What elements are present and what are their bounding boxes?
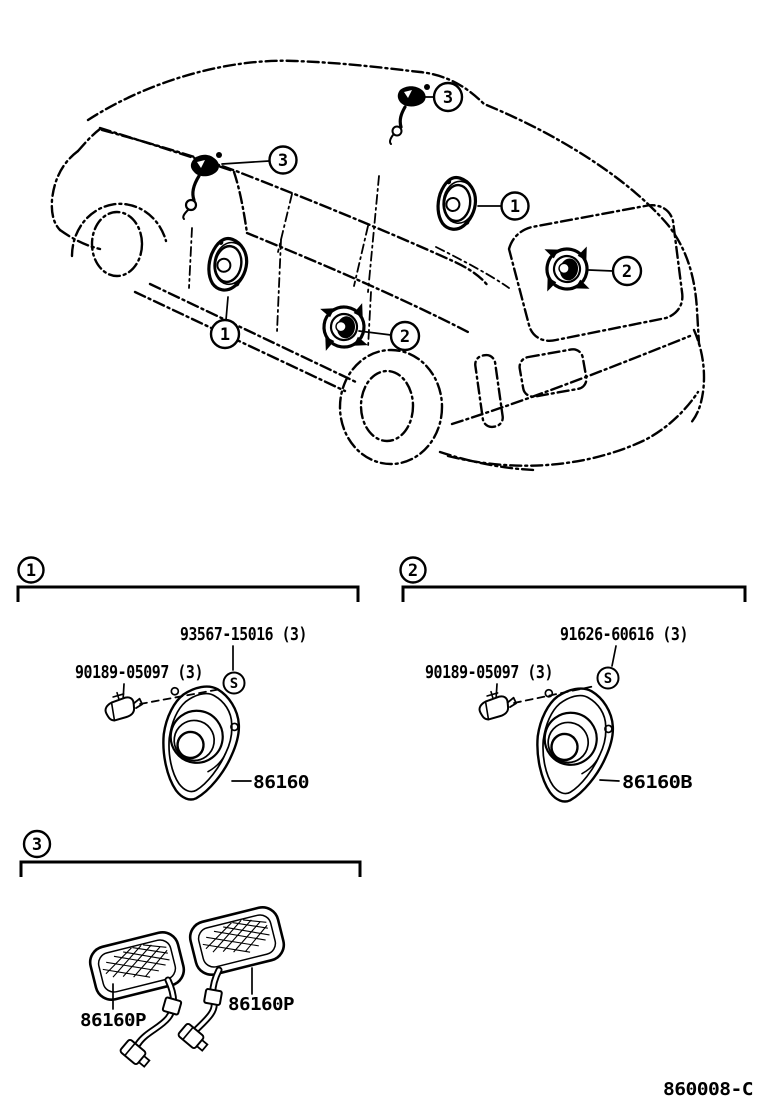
section-2-bracket <box>403 587 745 602</box>
speaker-assembly-drawing <box>529 683 618 807</box>
part-number-tweeter-right: 86160P <box>228 994 295 1015</box>
substitution-symbol <box>224 673 245 694</box>
car-rocker-line-2 <box>150 284 358 383</box>
speaker-front-right <box>435 176 478 232</box>
section-1-bracket <box>18 587 358 602</box>
callout-label: 2 <box>621 262 633 282</box>
car-door-line-mid <box>277 240 281 332</box>
leader-speaker-front-left <box>226 297 228 320</box>
speaker-rear-door-left <box>314 297 373 356</box>
callout-1-front-right <box>502 193 529 220</box>
section-1-number: 1 <box>25 561 37 581</box>
section-2 <box>401 558 746 807</box>
car-far-pillar <box>368 176 379 292</box>
section-3-header <box>24 831 50 857</box>
tweeter-pad-right <box>177 904 294 1054</box>
callout-3-roof-right <box>434 83 462 111</box>
car-rocker-line-1 <box>135 292 345 391</box>
substitution-symbol <box>598 668 619 689</box>
section-3-number: 3 <box>31 835 43 855</box>
callout-label: 1 <box>509 197 521 217</box>
part-number-screw: 90189-05097 (3) <box>75 662 203 683</box>
callout-label: 1 <box>219 325 231 345</box>
leader-tweeter-left <box>222 161 269 164</box>
drawing-code: 860008-C <box>663 1079 753 1100</box>
callout-2-rear-left <box>391 322 419 350</box>
leader-nut <box>612 646 616 666</box>
car-bumper-bottom <box>448 392 698 466</box>
speaker-rear-quarter-right <box>536 238 598 300</box>
section-1 <box>18 558 358 805</box>
tweeter-pad-left <box>80 929 187 1070</box>
car-front-corner <box>52 151 78 230</box>
car-tail-trim <box>474 354 504 428</box>
part-number-screw: 90189-05097 (3) <box>425 662 553 683</box>
car-front-fender-top <box>78 129 100 151</box>
part-number-nut: 93567-15016 (3) <box>180 624 307 645</box>
tweeter-right <box>390 84 430 144</box>
part-number-speaker: 86160B <box>622 772 693 793</box>
tweeter-left <box>183 152 222 219</box>
car-liftgate-handle <box>518 348 588 399</box>
callout-label: 3 <box>277 151 289 171</box>
car-rear-wheel <box>361 371 413 441</box>
car-door-line-front <box>189 228 192 288</box>
car-rear-lower-body <box>440 452 535 470</box>
section-2-number: 2 <box>407 561 419 581</box>
section-1-header <box>19 558 44 583</box>
vehicle-diagram <box>52 61 704 470</box>
callout-1-front-left <box>211 320 239 348</box>
speaker-front-left <box>205 236 250 293</box>
car-roofline <box>88 61 699 344</box>
connector-left <box>119 1039 151 1070</box>
car-rear-quarter-window <box>509 205 682 341</box>
leader-speaker-rear-right <box>589 270 613 271</box>
leader-main-part <box>600 780 619 781</box>
callout-3-pillar-left <box>270 147 297 174</box>
callout-2-rear-right <box>613 257 641 285</box>
car-rear-wheel-arch <box>340 350 442 464</box>
car-front-wheel <box>92 212 142 276</box>
car-rear-corner <box>690 330 704 424</box>
connector-right <box>177 1023 209 1054</box>
car-a-pillar <box>234 172 247 233</box>
car-c-pillar <box>354 226 368 286</box>
car-far-beltline <box>436 247 509 288</box>
callout-label: 2 <box>399 327 411 347</box>
section-3 <box>21 831 360 1070</box>
substitution-letter: S <box>229 676 239 692</box>
callout-label: 3 <box>442 88 454 108</box>
part-number-tweeter-left: 86160P <box>80 1010 147 1031</box>
section-3-bracket <box>21 862 360 877</box>
part-number-speaker: 86160 <box>253 772 309 793</box>
speaker-assembly-drawing <box>155 681 244 805</box>
substitution-letter: S <box>603 671 613 687</box>
section-2-header <box>401 558 426 583</box>
part-number-nut: 91626-60616 (3) <box>560 624 688 645</box>
car-door-line-rear <box>368 292 371 348</box>
